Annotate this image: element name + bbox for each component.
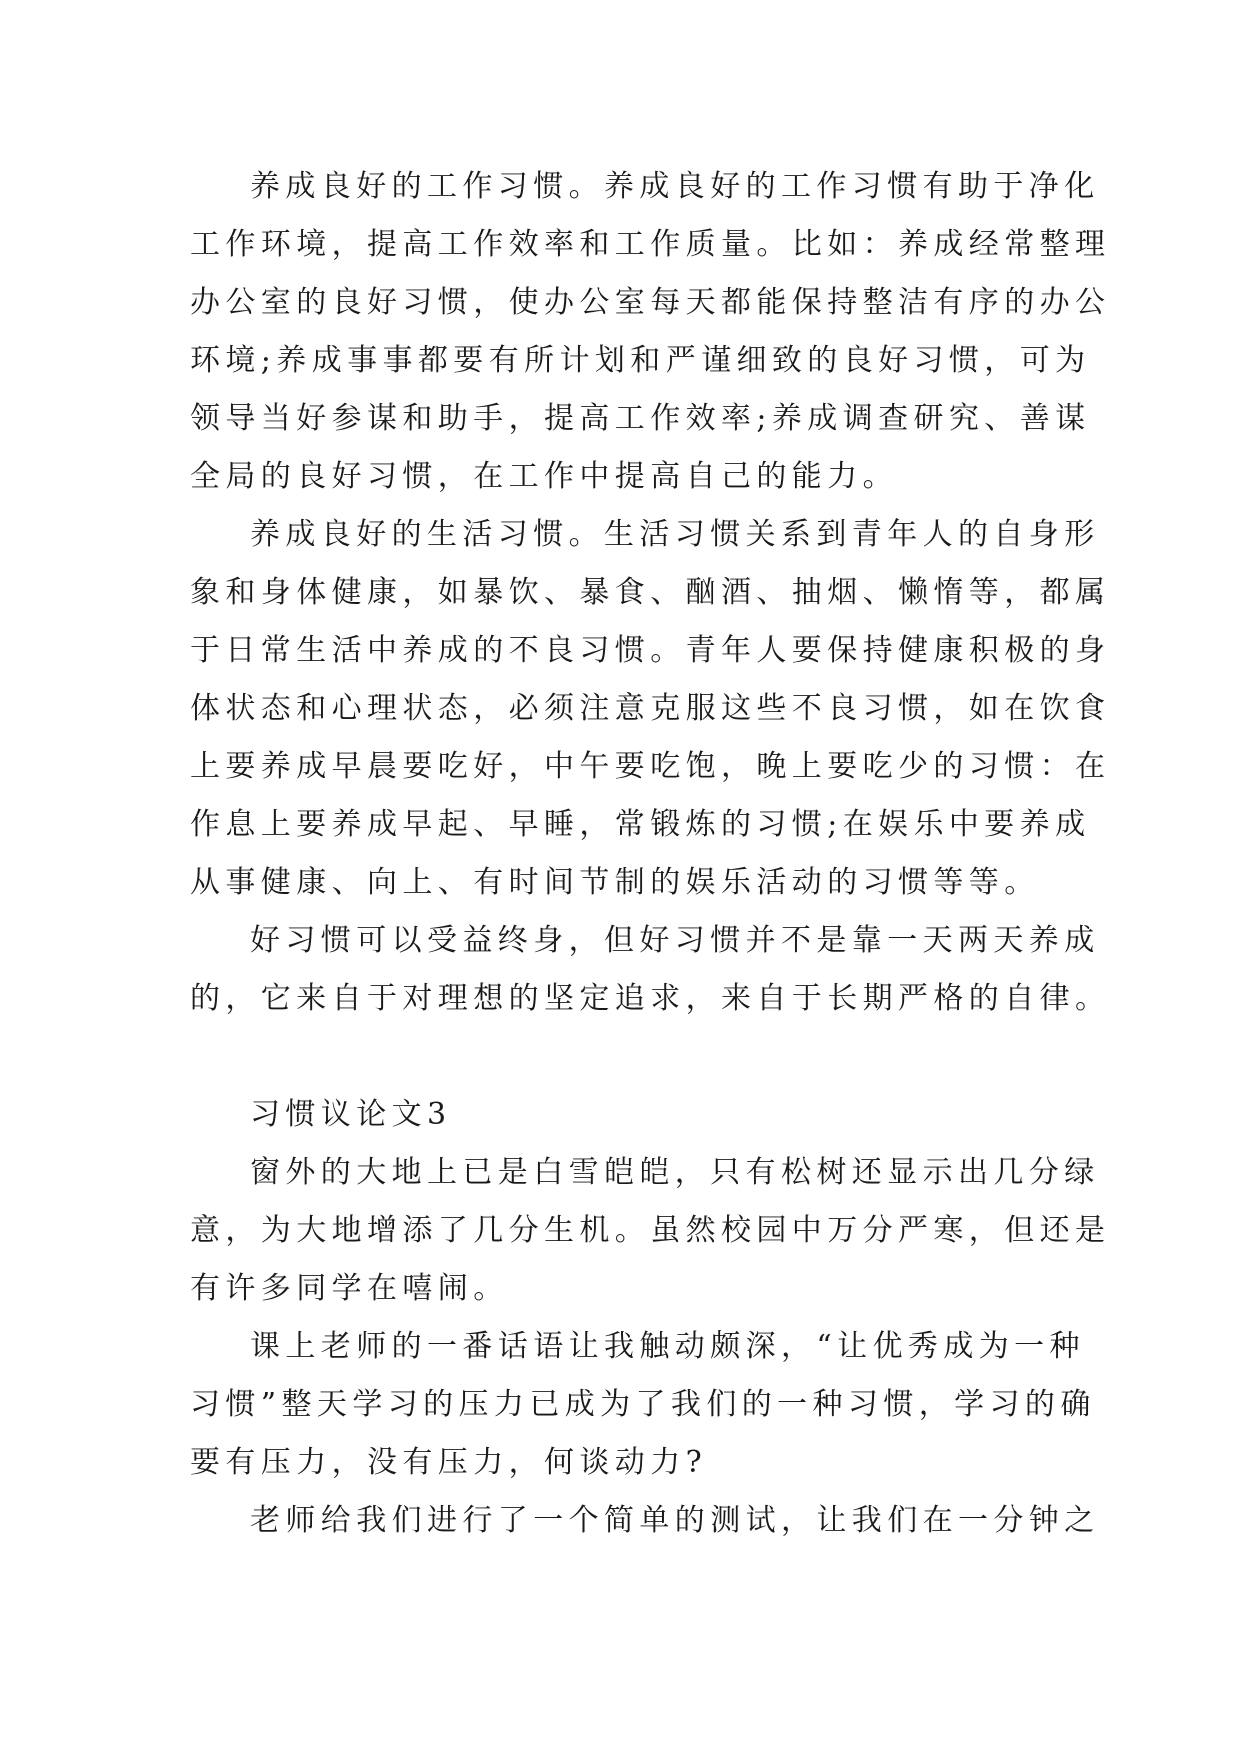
paragraph-conclusion	[190, 912, 1111, 1028]
text-line: 作息上要养成早起、早睡，常锻炼的习惯;在娱乐中要养成	[190, 807, 1091, 842]
text-line: 要有压力，没有压力，何谈动力?	[190, 1445, 708, 1480]
text-line: 上要养成早晨要吃好，中午要吃饱，晚上要吃少的习惯：在	[190, 749, 1111, 784]
paragraph-teacher-words	[190, 1318, 1096, 1492]
text-line: 环境;养成事事都要有所计划和严谨细致的良好习惯，可为	[190, 343, 1091, 378]
paragraph-snow-scene	[190, 1144, 1111, 1318]
text-line: 的，它来自于对理想的坚定追求，来自于长期严格的自律。	[190, 981, 1111, 1016]
text-line: 从事健康、向上、有时间节制的娱乐活动的习惯等等。	[190, 865, 1040, 900]
document-page	[190, 158, 1111, 1550]
text-line: 办公室的良好习惯，使办公室每天都能保持整洁有序的办公	[190, 285, 1111, 320]
text-line: 习惯”整天学习的压力已成为了我们的一种习惯，学习的确	[190, 1387, 1096, 1422]
section-spacer	[190, 1028, 1050, 1086]
text-line: 工作环境，提高工作效率和工作质量。比如：养成经常整理	[190, 227, 1111, 262]
paragraph-life-habits	[190, 506, 1111, 912]
paragraph-test	[190, 1492, 1100, 1550]
text-line: 窗外的大地上已是白雪皑皑，只有松树还显示出几分绿	[250, 1155, 1100, 1190]
text-line: 养成良好的生活习惯。生活习惯关系到青年人的自身形	[250, 517, 1100, 552]
text-line: 象和身体健康，如暴饮、暴食、酗酒、抽烟、懒惰等，都属	[190, 575, 1111, 610]
paragraph-work-habits	[190, 158, 1111, 506]
text-line: 于日常生活中养成的不良习惯。青年人要保持健康积极的身	[190, 633, 1111, 668]
text-line: 老师给我们进行了一个简单的测试，让我们在一分钟之	[250, 1503, 1100, 1538]
text-line: 养成良好的工作习惯。养成良好的工作习惯有助于净化	[250, 169, 1100, 204]
text-line: 好习惯可以受益终身，但好习惯并不是靠一天两天养成	[250, 923, 1100, 958]
heading-text: 习惯议论文3	[250, 1097, 452, 1132]
text-line: 意，为大地增添了几分生机。虽然校园中万分严寒，但还是	[190, 1213, 1111, 1248]
text-line: 领导当好参谋和助手，提高工作效率;养成调查研究、善谋	[190, 401, 1091, 436]
text-line: 有许多同学在嘻闹。	[190, 1271, 509, 1306]
text-line: 课上老师的一番话语让我触动颇深，“让优秀成为一种	[250, 1329, 1085, 1364]
text-line: 体状态和心理状态，必须注意克服这些不良习惯，如在饮食	[190, 691, 1111, 726]
section-heading	[190, 1086, 1050, 1144]
text-line: 全局的良好习惯，在工作中提高自己的能力。	[190, 459, 898, 494]
